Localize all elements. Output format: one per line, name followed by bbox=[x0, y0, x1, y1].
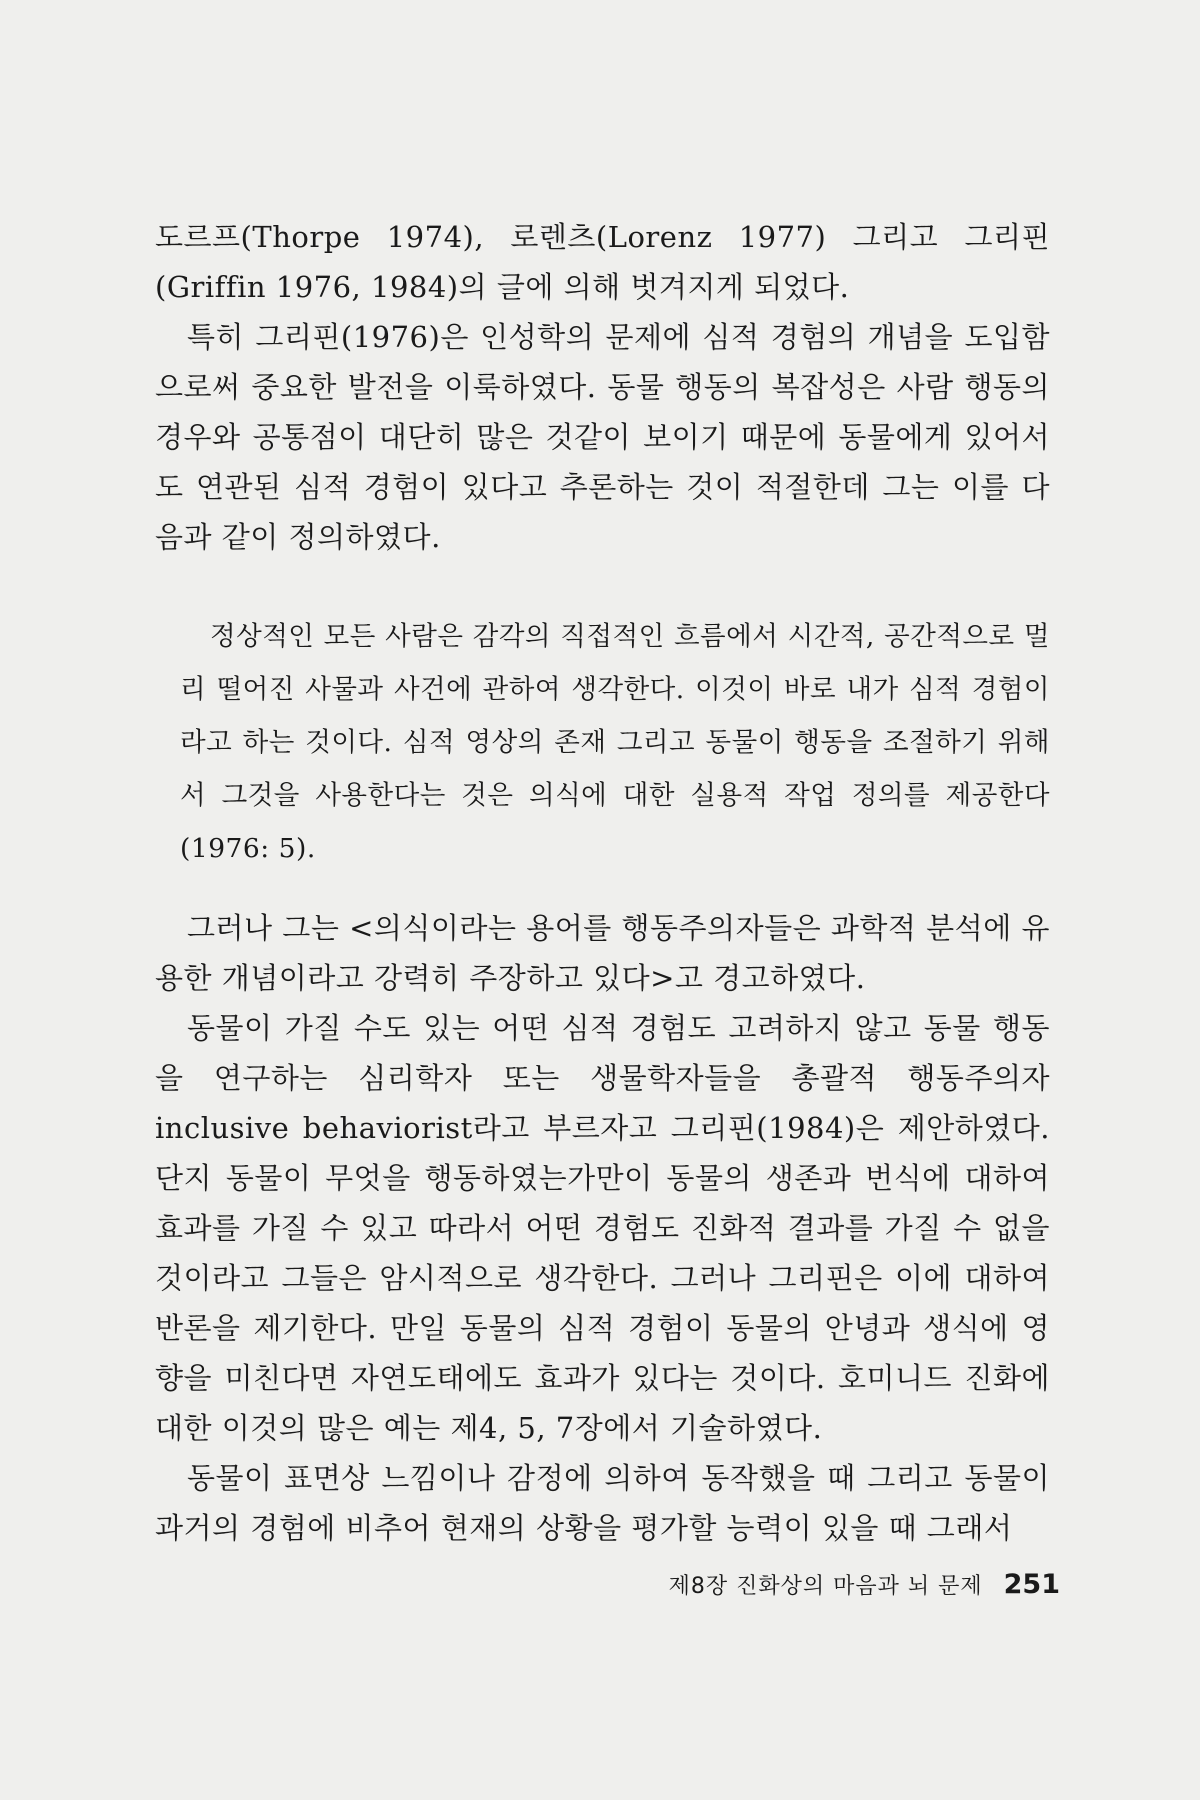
paragraph-animal-feelings: 동물이 표면상 느낌이나 감정에 의하여 동작했을 때 그리고 동물이 과거의 경험에 비추어 현재의 상황을 평가할 능력이 있을 때 그래서 bbox=[155, 1461, 1050, 1545]
page-number: 251 bbox=[1003, 1569, 1060, 1600]
body-text-top bbox=[155, 212, 1050, 562]
paragraph-warning: 그러나 그는 <의식이라는 용어를 행동주의자들은 과학적 분석에 유용한 개념이라고 강력히 주장하고 있다>고 경고하였다. bbox=[155, 911, 1050, 995]
block-quote: 정상적인 모든 사람은 감각의 직접적인 흐름에서 시간적, 공간적으로 멀리 떨어진 사물과 사건에 관하여 생각한다. 이것이 바로 내가 심적 경험이라고 하는 것이다. 심적 영상의 존재 그리고 동물이 행동을 조절하기 위해서 그것을 사용한다는 것은 의식에 대한 실용적 작업 정의를 제공한다(1976: 5). bbox=[180, 621, 1050, 864]
running-footer bbox=[600, 1568, 1060, 1604]
chapter-title: 제8장 진화상의 마음과 뇌 문제 bbox=[668, 1574, 983, 1599]
paragraph-continuation: 도르프(Thorpe 1974), 로렌츠(Lorenz 1977) 그리고 그리핀(Griffin 1976, 1984)의 글에 의해 벗겨지게 되었다. bbox=[155, 220, 1050, 304]
paragraph-griffin-definition: 특히 그리핀(1976)은 인성학의 문제에 심적 경험의 개념을 도입함으로써 중요한 발전을 이룩하였다. 동물 행동의 복잡성은 사람 행동의 경우와 공통점이 대단히 많은 것같이 보이기 때문에 동물에게 있어서도 연관된 심적 경험이 있다고 추론하는 것이 적절한데 그는 이를 다음과 같이 정의하였다. bbox=[155, 320, 1050, 554]
body-text-bottom bbox=[155, 903, 1050, 1553]
paragraph-inclusive-behaviorist: 동물이 가질 수도 있는 어떤 심적 경험도 고려하지 않고 동물 행동을 연구하는 심리학자 또는 생물학자들을 총괄적 행동주의자inclusive behaviorist라고 부르자고 그리핀(1984)은 제안하였다. 단지 동물이 무엇을 행동하였는가만이 동물의 생존과 번식에 대하여 효과를 가질 수 있고 따라서 어떤 경험도 진화적 결과를 가질 수 없을 것이라고 그들은 암시적으로 생각한다. 그러나 그리핀은 이에 대하여 반론을 제기한다. 만일 동물의 심적 경험이 동물의 안녕과 생식에 영향을 미친다면 자연도태에도 효과가 있다는 것이다. 호미니드 진화에 대한 이것의 많은 예는 제4, 5, 7장에서 기술하였다. bbox=[155, 1011, 1050, 1445]
